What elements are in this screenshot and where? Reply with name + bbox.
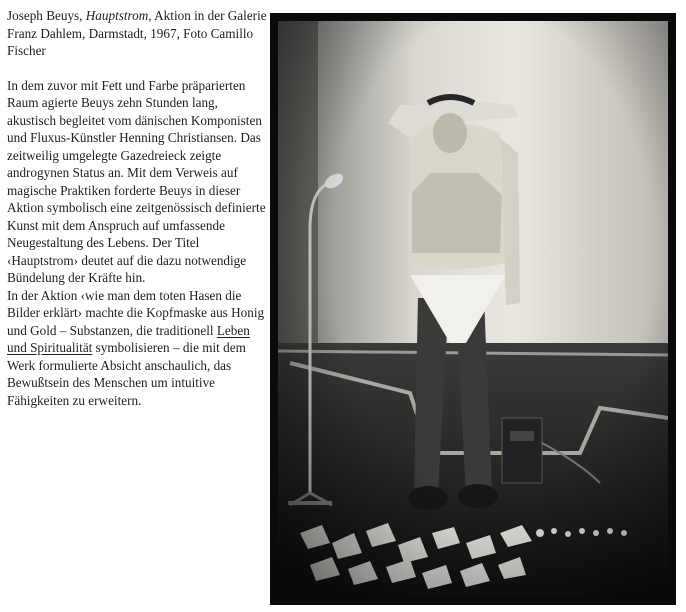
credit-details: , Aktion in der Galerie Franz Dahlem, Darmstadt, 1967, Foto Camillo Fischer (7, 8, 267, 58)
vignette (278, 21, 668, 597)
body-paragraph-1: In dem zuvor mit Fett und Farbe präparierten Raum agierte Beuys zehn Stunden lang, akustisch begleitet vom dänischen Komponisten und Fluxus-Künstler Henning Christiansen. Das zeitweilig umgelegte Gazedreieck zeigte androgynen Status an. Mit dem Verweis auf magische Praktiken forderte Beuys in dieser Aktion symbolisch eine zeitgenössisch definierte Kunst mit dem Anspruch auf umfassende Neugestaltung des Lebens. Der Titel ‹Hauptstrom› deutet auf die dazu notwendige Bündelung der Kräfte hin. (7, 77, 266, 285)
body-paragraph-2 (7, 287, 269, 410)
photo-credit (7, 7, 269, 60)
underlined-phrase: Leben und Spiritualität (7, 322, 250, 355)
credit-artist: Joseph Beuys, (7, 8, 86, 23)
work-title: Hauptstrom (85, 8, 149, 23)
photograph-image (270, 13, 676, 605)
performance-photograph (270, 13, 676, 605)
caption-text-column (7, 7, 269, 409)
paragraph-2-end: symbolisieren – die mit dem Werk formulierte Absicht anschaulich, das Bewußtsein des Menschen um intuitive Fähigkeiten zu erweitern. (7, 340, 246, 408)
paragraph-2-start: In der Aktion ‹wie man dem toten Hasen die Bilder erklärt› machte die Kopfmaske aus Honig und Gold – Substanzen, die traditionell (7, 287, 265, 338)
